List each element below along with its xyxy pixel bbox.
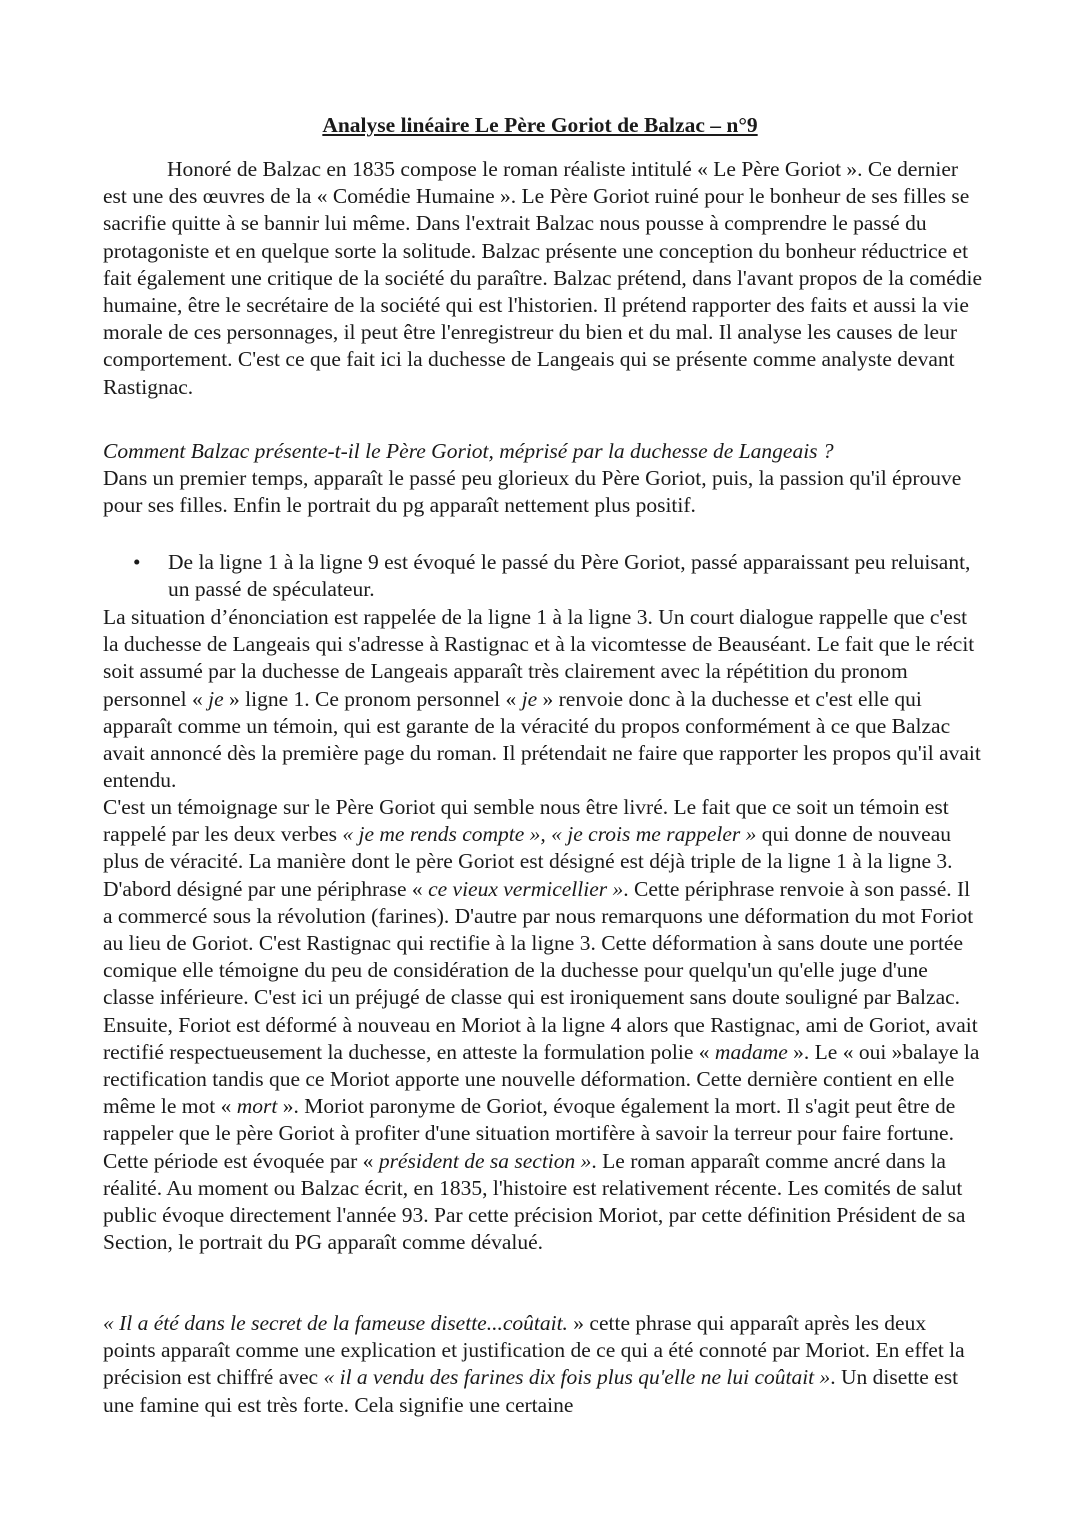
- page-title: Analyse linéaire Le Père Goriot de Balzac – n°9: [322, 113, 758, 137]
- intro-paragraph: Honoré de Balzac en 1835 compose le roman réaliste intitulé « Le Père Goriot ». Ce dernier est une des œuvres de la « Comédie Humaine ». Le Père Goriot ruiné pour le bonheur de ses filles se sacrifie quitte à se bannir lui même. Dans l'extrait Balzac nous pousse à comprendre le passé du protagoniste et en quelque sorte la solitude. Balzac présente une conception du bonheur réductrice et fait également une critique de la société du paraître. Balzac prétend, dans l'avant propos de la comédie humaine, être le secrétaire de la société qui est l'historien. Il prétend rapporter des faits et aussi la vie morale de ces personnages, il peut être l'enregistreur du bien et du mal. Il analyse les causes de leur comportement. C'est ce que fait ici la duchesse de Langeais qui se présente comme analyste devant Rastignac.: [103, 157, 983, 399]
- paragraph-temoignage: C'est un témoignage sur le Père Goriot qui semble nous être livré. Le fait que ce soit un témoin est rappelé par les deux verbes « je me rends compte », « je crois me rappeler » qui donne de nouveau plus de véracité. La manière dont le père Goriot est désigné est déjà triple de la ligne 1 à la ligne 3. D'abord désigné par une périphrase « ce vieux vermicellier ». Cette périphrase renvoie à son passé. Il a commercé sous la révolution (farines). D'autre par nous remarquons une déformation du mot Foriot au lieu de Goriot. C'est Rastignac qui rectifie à la ligne 3. Cette déformation à sans doute une portée comique elle témoigne du peu de considération de la duchesse pour quelqu'un qu'elle juge d'une classe inférieure. C'est ici un préjugé de classe qui est ironiquement sans doute souligné par Balzac. Ensuite, Foriot est déformé à nouveau en Moriot à la ligne 4 alors que Rastignac, ami de Goriot, avait rectifié respectueusement la duchesse, en atteste la formulation polie « madame ». Le « oui »balaye la rectification tandis que ce Moriot apporte une nouvelle déformation. Cette dernière contient en elle même le mot « mort ». Moriot paronyme de Goriot, évoque également la mort. Il s'agit peut être de rappeler que le père Goriot à profiter d'une situation mortifère à savoir la terreur pour faire fortune. Cette période est évoquée par « président de sa section ». Le roman apparaît comme ancré dans la réalité. Au moment ou Balzac écrit, en 1835, l'histoire est relativement récente. Les comités de salut public évoque directement l'année 93. Par cette précision Moriot, par cette définition Président de sa Section, le portrait du PG apparaît comme dévalué.: [103, 795, 980, 1255]
- problematique: Comment Balzac présente-t-il le Père Goriot, méprisé par la duchesse de Langeais ?: [103, 439, 834, 463]
- bullet-icon: •: [133, 550, 141, 574]
- bullet-text: De la ligne 1 à la ligne 9 est évoqué le passé du Père Goriot, passé apparaissant peu reluisant, un passé de spéculateur.: [168, 550, 971, 602]
- paragraph-enonciation: La situation d’énonciation est rappelée de la ligne 1 à la ligne 3. Un court dialogue rappelle que c'est la duchesse de Langeais qui s'adresse à Rastignac et à la vicomtesse de Beauséant. Le fait que le récit soit assumé par la duchesse de Langeais apparaît très clairement avec la répétition du pronom personnel « je » ligne 1. Ce pronom personnel « je » renvoie donc à la duchesse et c'est elle qui apparaît comme un témoin, qui est garante de la véracité du propos conformément à ce que Balzac avait annoncé dès la première page du roman. Il prétendait ne faire que rapporter les propos qu'il avait entendu.: [103, 605, 981, 793]
- plan-paragraph: Dans un premier temps, apparaît le passé peu glorieux du Père Goriot, puis, la passion qu'il éprouve pour ses filles. Enfin le portrait du pg apparaît nettement plus positif.: [103, 466, 962, 518]
- paragraph-disette: « Il a été dans le secret de la fameuse disette...coûtait. » cette phrase qui apparaît après les deux points apparaît comme une explication et justification de ce qui a été connoté par Moriot. En effet la précision est chiffré avec « il a vendu des farines dix fois plus qu'elle ne lui coûtait ». Un disette est une famine qui est très forte. Cela signifie une certaine: [103, 1311, 965, 1417]
